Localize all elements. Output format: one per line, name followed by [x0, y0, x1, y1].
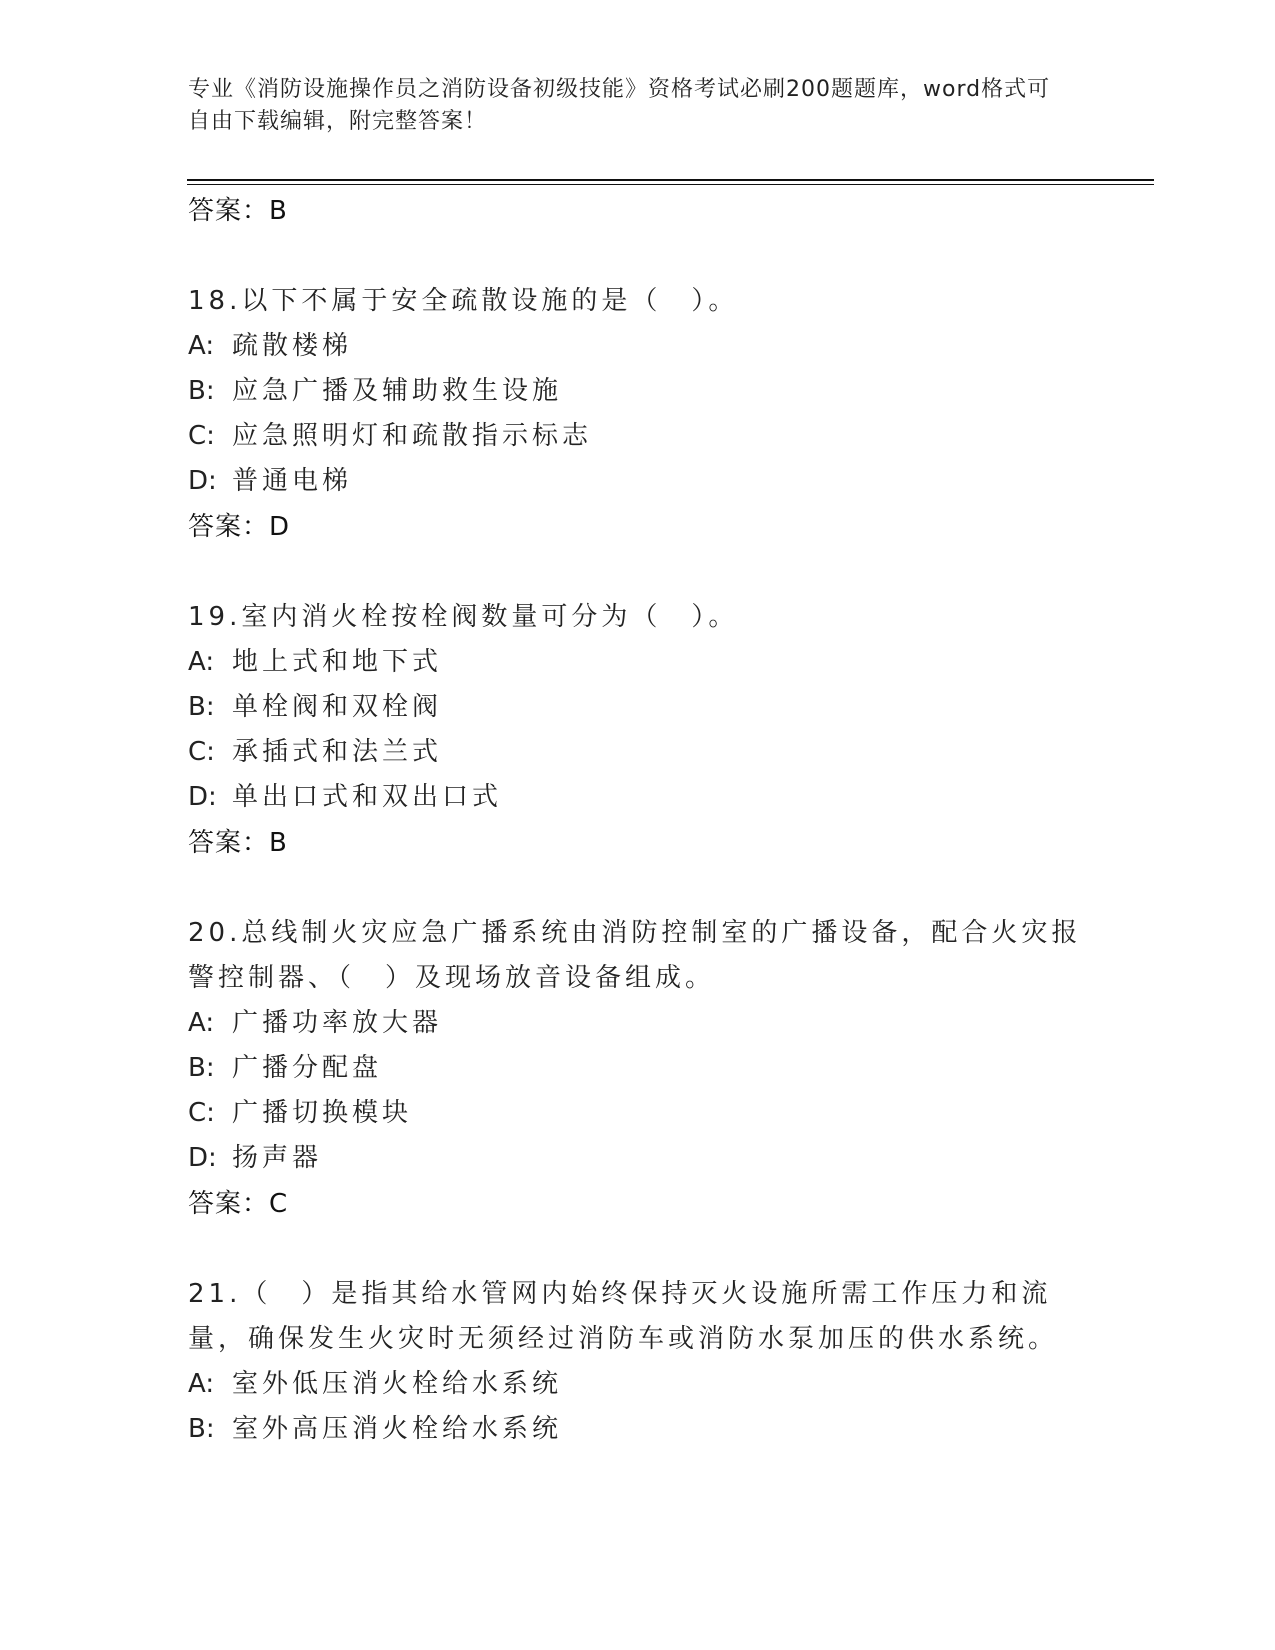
question-18 — [188, 279, 1088, 550]
option-text: 应急广播及辅助救生设施 — [232, 376, 563, 406]
option-text: 地上式和地下式 — [232, 647, 443, 677]
document-header: 专业《消防设施操作员之消防设备初级技能》资格考试必刷200题题库，word格式可自由下载编辑，附完整答案！ — [188, 77, 1051, 134]
option-text: 疏散楼梯 — [232, 331, 353, 361]
option-text: 普通电梯 — [232, 466, 353, 496]
option-d — [188, 1136, 1088, 1181]
option-c — [188, 1091, 1088, 1136]
option-label: A: — [188, 331, 215, 361]
option-b — [188, 1407, 1088, 1452]
question-19 — [188, 595, 1088, 866]
option-text: 室外高压消火栓给水系统 — [232, 1414, 563, 1444]
option-b — [188, 685, 1088, 730]
header-divider-thin — [187, 184, 1154, 185]
option-text: 广播功率放大器 — [232, 1008, 443, 1038]
option-label: A: — [188, 647, 215, 677]
option-c — [188, 730, 1088, 775]
option-a — [188, 1001, 1088, 1046]
question-text: 21.（ ）是指其给水管网内始终保持灭火设施所需工作压力和流量，确保发生火灾时无须经过消防车或消防水泵加压的供水系统。 — [188, 1279, 1059, 1354]
option-label: C: — [188, 1098, 215, 1128]
option-label: B: — [188, 692, 215, 722]
option-b — [188, 369, 1088, 414]
option-d — [188, 459, 1088, 504]
option-text: 广播切换模块 — [232, 1098, 413, 1128]
option-label: D: — [188, 466, 217, 496]
option-label: D: — [188, 782, 217, 812]
option-c — [188, 414, 1088, 459]
option-a — [188, 640, 1088, 685]
answer-line: 答案：C — [188, 1189, 289, 1219]
option-label: B: — [188, 1053, 215, 1083]
question-text: 18.以下不属于安全疏散设施的是（ ）。 — [188, 286, 739, 316]
answer-line: 答案：D — [188, 512, 291, 542]
question-21 — [188, 1272, 1088, 1452]
option-label: C: — [188, 421, 215, 451]
option-label: B: — [188, 1414, 215, 1444]
option-text: 承插式和法兰式 — [232, 737, 443, 767]
option-label: A: — [188, 1008, 215, 1038]
option-a — [188, 1362, 1088, 1407]
option-text: 单出口式和双出口式 — [232, 782, 503, 812]
option-text: 室外低压消火栓给水系统 — [232, 1369, 563, 1399]
header-divider-thick — [187, 179, 1154, 181]
option-d — [188, 775, 1088, 820]
option-text: 应急照明灯和疏散指示标志 — [232, 421, 593, 451]
question-text: 19.室内消火栓按栓阀数量可分为（ ）。 — [188, 602, 739, 632]
option-label: D: — [188, 1143, 217, 1173]
answer-line: 答案：B — [188, 196, 288, 226]
question-list — [188, 188, 1088, 1452]
option-label: A: — [188, 1369, 215, 1399]
option-label: C: — [188, 737, 215, 767]
option-text: 广播分配盘 — [232, 1053, 383, 1083]
option-text: 扬声器 — [232, 1143, 323, 1173]
question-20 — [188, 911, 1088, 1227]
option-a — [188, 324, 1088, 369]
answer-line: 答案：B — [188, 828, 288, 858]
option-text: 单栓阀和双栓阀 — [232, 692, 443, 722]
question-text: 20.总线制火灾应急广播系统由消防控制室的广播设备，配合火灾报警控制器、（ ）及现场放音设备组成。 — [188, 918, 1082, 993]
option-b — [188, 1046, 1088, 1091]
option-label: B: — [188, 376, 215, 406]
